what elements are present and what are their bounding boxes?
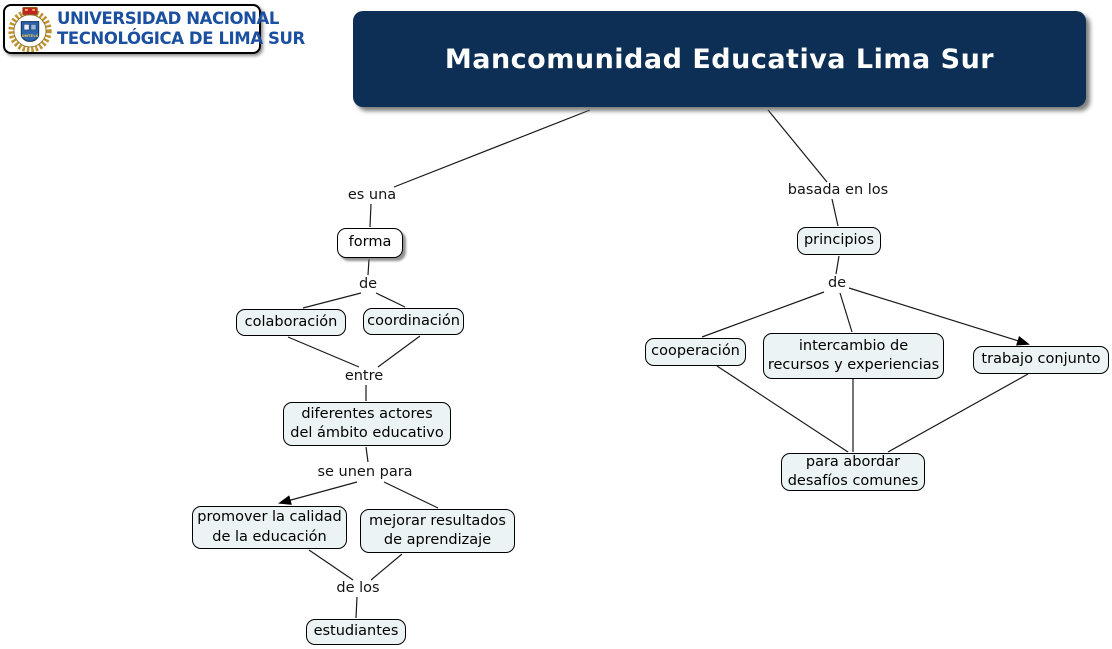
edge-promover-a-de-los xyxy=(309,550,353,580)
edge-es-una-a-forma xyxy=(370,204,371,227)
linking-phrase-basada-en-los[interactable]: basada en los xyxy=(787,182,889,198)
university-name-line1: UNIVERSIDAD NACIONAL xyxy=(57,8,279,28)
concept-label-colaboracion: colaboración xyxy=(244,313,338,330)
concept-label-promover-calidad: promover la calidad de la educación xyxy=(197,509,342,545)
linking-phrase-de-los[interactable]: de los xyxy=(336,580,380,596)
university-name xyxy=(57,9,305,49)
concept-node-mejorar-resultados[interactable] xyxy=(360,509,515,553)
edge-trabajo-a-abordar xyxy=(888,374,1028,452)
edge-se-unen-a-mejorar xyxy=(384,482,438,508)
edge-de-los-a-estudiantes xyxy=(356,597,357,618)
linking-phrase-es-una[interactable]: es una xyxy=(347,187,397,203)
concept-label-cooperacion: cooperación xyxy=(651,343,740,360)
concept-node-estudiantes[interactable] xyxy=(306,619,406,645)
svg-text:UNTELS: UNTELS xyxy=(21,32,39,38)
university-logo xyxy=(3,4,305,54)
edge-mejorar-a-de-los xyxy=(371,554,402,580)
concept-label-para-abordar: para abordar desafíos comunes xyxy=(787,453,919,489)
concept-label-intercambio: intercambio de recursos y experiencias xyxy=(767,337,940,373)
concept-node-trabajo-conjunto[interactable] xyxy=(973,346,1109,374)
edge-principios-a-de xyxy=(836,256,839,274)
edge-diferentes-a-se-unen xyxy=(366,447,368,462)
edge-colaboracion-a-entre xyxy=(288,337,359,367)
concept-label-trabajo-conjunto: trabajo conjunto xyxy=(981,351,1101,368)
main-topic-node[interactable] xyxy=(353,11,1086,107)
concept-node-forma[interactable] xyxy=(337,228,403,258)
concept-node-intercambio[interactable] xyxy=(763,333,944,379)
linking-phrase-entre[interactable]: entre xyxy=(344,368,384,384)
edge-de-a-coordinacion xyxy=(376,293,405,307)
edge-de-a-intercambio xyxy=(840,293,852,332)
concept-label-coordinacion: coordinación xyxy=(367,312,460,329)
concept-node-para-abordar[interactable] xyxy=(781,453,925,491)
concept-label-diferentes-actores: diferentes actores del ámbito educativo xyxy=(290,405,444,441)
edge-de-a-colaboracion xyxy=(303,293,361,308)
linking-phrase-se-unen-para[interactable]: se unen para xyxy=(317,464,413,480)
main-topic-label: Mancomunidad Educativa Lima Sur xyxy=(444,43,995,75)
edge-titulo-a-basada xyxy=(768,110,827,182)
edge-coordinacion-a-entre xyxy=(378,336,420,367)
concept-node-principios[interactable] xyxy=(797,227,881,255)
concept-node-coordinacion[interactable] xyxy=(363,308,464,335)
edge-forma-a-de xyxy=(368,259,369,275)
edge-titulo-a-es-una xyxy=(394,110,590,187)
concept-node-colaboracion[interactable] xyxy=(236,309,346,336)
concept-label-estudiantes: estudiantes xyxy=(313,623,399,640)
concept-label-mejorar-resultados: mejorar resultados de aprendizaje xyxy=(369,512,506,548)
untels-university-seal-icon xyxy=(7,6,53,52)
concept-label-principios: principios xyxy=(803,232,875,249)
linking-phrase-de-derecha[interactable]: de xyxy=(827,275,847,291)
concept-node-promover-calidad[interactable] xyxy=(192,506,347,549)
linking-phrase-de-izquierda[interactable]: de xyxy=(358,276,378,292)
concept-node-diferentes-actores[interactable] xyxy=(283,402,451,446)
edge-basada-a-principios xyxy=(832,199,838,226)
edge-se-unen-a-promover xyxy=(280,482,357,503)
concept-label-forma: forma xyxy=(348,234,392,251)
university-name-line2: TECNOLÓGICA DE LIMA SUR xyxy=(57,29,305,48)
concept-node-cooperacion[interactable] xyxy=(645,338,746,366)
edge-de-a-cooperacion xyxy=(702,292,824,337)
